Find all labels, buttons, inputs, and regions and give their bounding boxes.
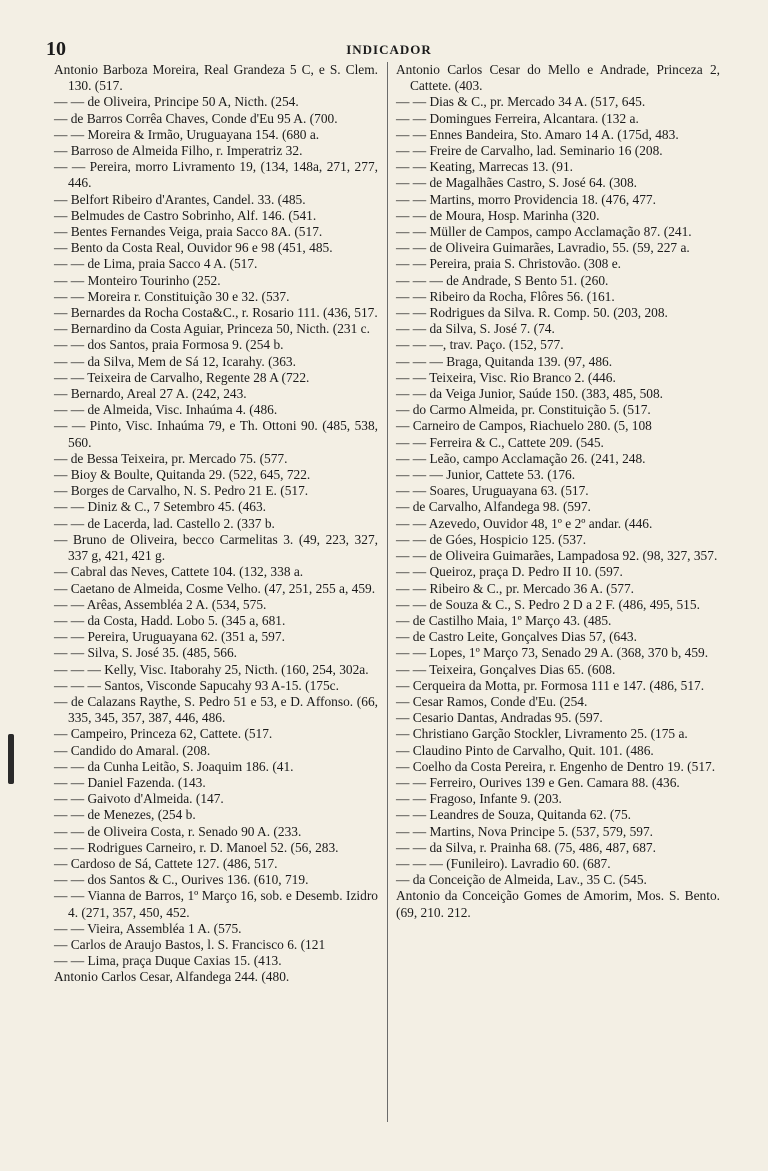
directory-entry-catchword: Antonio da Conceição Gomes de Amorim, Mos. S. Bento. (69, 210. 212.: [396, 888, 720, 920]
directory-entry: — — Fragoso, Infante 9. (203.: [396, 791, 562, 807]
directory-entry: — Belfort Ribeiro d'Arantes, Candel. 33. (485.: [54, 191, 306, 207]
directory-entry: — — Azevedo, Ouvidor 48, 1º e 2º andar. (446.: [396, 515, 653, 531]
directory-columns: [54, 62, 720, 1122]
directory-entry: — de Castro Leite, Gonçalves Dias 57, (643.: [396, 629, 637, 645]
directory-entry: — Cesar Ramos, Conde d'Eu. (254.: [396, 693, 588, 709]
directory-entry: — — Leão, campo Acclamação 26. (241, 248.: [396, 450, 646, 466]
directory-entry: — — da Costa, Hadd. Lobo 5. (345 a, 681.: [54, 612, 286, 628]
directory-entry: — Bento da Costa Real, Ouvidor 96 e 98 (451, 485.: [54, 240, 333, 256]
directory-entry: — — Martins, Nova Principe 5. (537, 579, 597.: [396, 823, 653, 839]
running-title: INDICADOR: [346, 42, 432, 57]
page-number: 10: [46, 38, 66, 60]
directory-entry: — — de Moura, Hosp. Marinha (320.: [396, 207, 600, 223]
directory-entry: — — Pinto, Visc. Inhaúma 79, e Th. Ottoni 90. (485, 538, 560.: [54, 418, 378, 450]
directory-entry: — — — Junior, Cattete 53. (176.: [396, 467, 576, 483]
directory-entry: — — — Santos, Visconde Sapucahy 93 A-15. (175c.: [54, 677, 339, 693]
directory-entry: — — Daniel Fazenda. (143.: [54, 774, 206, 790]
directory-entry: — — Teixeira de Carvalho, Regente 28 A (722.: [54, 369, 310, 385]
directory-entry: — — de Menezes, (254 b.: [54, 807, 196, 823]
directory-entry: — — de Lima, praia Sacco 4 A. (517.: [54, 256, 258, 272]
directory-entry: — — da Veiga Junior, Saúde 150. (383, 485, 508.: [396, 386, 664, 402]
directory-entry: — de Calazans Raythe, S. Pedro 51 e 53, e D. Affonso. (66, 335, 345, 357, 387, 446, 486.: [54, 693, 378, 726]
directory-entry: — — da Silva, r. Prainha 68. (75, 486, 487, 687.: [396, 839, 656, 855]
directory-entry: — — Pereira, praia S. Christovão. (308 e.: [396, 256, 621, 272]
directory-entry: — — Keating, Marrecas 13. (91.: [396, 159, 574, 175]
directory-entry: — — de Góes, Hospicio 125. (537.: [396, 531, 587, 547]
directory-entry: — Bernardino da Costa Aguiar, Princeza 50, Nicth. (231 c.: [54, 321, 370, 337]
directory-entry: — — Pereira, morro Livramento 19, (134, 148a, 271, 277, 446.: [54, 159, 378, 191]
directory-entry: — — Pereira, Uruguayana 62. (351 a, 597.: [54, 629, 285, 645]
directory-entry: — — Rodrigues da Silva. R. Comp. 50. (203, 208.: [396, 305, 668, 321]
directory-entry: — Bentes Fernandes Veiga, praia Sacco 8A. (517.: [54, 224, 323, 240]
directory-entry: — Cardoso de Sá, Cattete 127. (486, 517.: [54, 855, 278, 871]
directory-entry: — Cerqueira da Motta, pr. Formosa 111 e 147. (486, 517.: [396, 677, 705, 693]
directory-entry: — — Dias & C., pr. Mercado 34 A. (517, 645.: [396, 94, 646, 110]
directory-entry: — — Soares, Uruguayana 63. (517.: [396, 483, 589, 499]
directory-entry: — — de Almeida, Visc. Inhaúma 4. (486.: [54, 402, 278, 418]
page-header: [46, 38, 732, 60]
directory-entry: — Carlos de Araujo Bastos, l. S. Francisco 6. (121: [54, 936, 326, 952]
directory-entry: — Belmudes de Castro Sobrinho, Alf. 146. (541.: [54, 207, 317, 223]
directory-entry: — — dos Santos & C., Ourives 136. (610, 719.: [54, 872, 309, 888]
directory-entry: — Campeiro, Princeza 62, Cattete. (517.: [54, 726, 273, 742]
directory-entry: — — Ferreira & C., Cattete 209. (545.: [396, 434, 604, 450]
directory-entry: — — Monteiro Tourinho (252.: [54, 272, 221, 288]
directory-entry: — Bruno de Oliveira, becco Carmelitas 3. (49, 223, 327, 337 g, 421, 421 g.: [54, 531, 378, 564]
directory-entry: — Carneiro de Campos, Riachuelo 280. (5, 108: [396, 418, 652, 434]
directory-entry: — — Leandres de Souza, Quitanda 62. (75.: [396, 807, 632, 823]
directory-entry: — — Vianna de Barros, 1º Março 16, sob. e Desemb. Izidro 4. (271, 357, 450, 452.: [54, 888, 378, 920]
directory-entry: — — —, trav. Paço. (152, 577.: [396, 337, 564, 353]
directory-entry: — — Moreira & Irmão, Uruguayana 154. (680 a.: [54, 126, 320, 142]
directory-entry: — — — (Funileiro). Lavradio 60. (687.: [396, 855, 611, 871]
directory-entry: — — Gaivoto d'Almeida. (147.: [54, 791, 224, 807]
directory-entry: — Bernardes da Rocha Costa&C., r. Rosario 111. (436, 517.: [54, 305, 378, 321]
directory-entry: — Bernardo, Areal 27 A. (242, 243.: [54, 386, 247, 402]
column-divider: [387, 62, 388, 1122]
directory-entry: — — Freire de Carvalho, lad. Seminario 16 (208.: [396, 143, 663, 159]
directory-entry: — Cabral das Neves, Cattete 104. (132, 338 a.: [54, 564, 304, 580]
directory-entry-catchword: Antonio Carlos Cesar, Alfandega 244. (480.: [54, 969, 290, 985]
directory-entry: — de Barros Corrêa Chaves, Conde d'Eu 95 A. (700.: [54, 110, 338, 126]
directory-entry: — de Castilho Maia, 1º Março 43. (485.: [396, 612, 612, 628]
directory-entry: — — Silva, S. José 35. (485, 566.: [54, 645, 238, 661]
directory-entry: — — Ribeiro da Rocha, Flôres 56. (161.: [396, 288, 615, 304]
directory-entry: — — de Magalhães Castro, S. José 64. (308.: [396, 175, 637, 191]
directory-entry: — Borges de Carvalho, N. S. Pedro 21 E. (517.: [54, 483, 309, 499]
directory-entry: — Bioy & Boulte, Quitanda 29. (522, 645, 722.: [54, 467, 311, 483]
directory-entry: — — dos Santos, praia Formosa 9. (254 b.: [54, 337, 284, 353]
directory-entry: — — de Souza & C., S. Pedro 2 D a 2 F. (486, 495, 515.: [396, 596, 700, 612]
directory-entry: — — Ennes Bandeira, Sto. Amaro 14 A. (175d, 483.: [396, 126, 679, 142]
left-column: [54, 62, 378, 1122]
directory-entry: — — Lopes, 1º Março 73, Senado 29 A. (368, 370 b, 459.: [396, 645, 709, 661]
directory-entry: — Cesario Dantas, Andradas 95. (597.: [396, 710, 603, 726]
directory-entry: — — Müller de Campos, campo Acclamação 87. (241.: [396, 224, 692, 240]
directory-entry: — — da Silva, S. José 7. (74.: [396, 321, 555, 337]
directory-entry: — — — Braga, Quitanda 139. (97, 486.: [396, 353, 613, 369]
directory-entry: Antonio Carlos Cesar do Mello e Andrade, Princeza 2, Cattete. (403.: [396, 62, 720, 94]
directory-entry: — Coelho da Costa Pereira, r. Engenho de Dentro 19. (517.: [396, 758, 716, 774]
directory-entry: — — Queiroz, praça D. Pedro II 10. (597.: [396, 564, 623, 580]
directory-entry: — — Lima, praça Duque Caxias 15. (413.: [54, 953, 282, 969]
directory-entry: — — de Oliveira, Principe 50 A, Nicth. (254.: [54, 94, 299, 110]
directory-entry: — Caetano de Almeida, Cosme Velho. (47, 251, 255 a, 459.: [54, 580, 376, 596]
directory-entry: — Christiano Garção Stockler, Livramento 25. (175 a.: [396, 726, 688, 742]
directory-entry: — Claudino Pinto de Carvalho, Quit. 101. (486.: [396, 742, 654, 758]
directory-entry: — Candido do Amaral. (208.: [54, 742, 211, 758]
directory-entry: — do Carmo Almeida, pr. Constituição 5. (517.: [396, 402, 651, 418]
directory-entry: — — Martins, morro Providencia 18. (476, 477.: [396, 191, 656, 207]
directory-entry: — — Teixeira, Gonçalves Dias 65. (608.: [396, 661, 616, 677]
directory-entry: — — Diniz & C., 7 Setembro 45. (463.: [54, 499, 267, 515]
directory-entry: — Barroso de Almeida Filho, r. Imperatriz 32.: [54, 143, 303, 159]
ink-blot-mark: [8, 734, 14, 784]
directory-entry: — — de Oliveira Guimarães, Lampadosa 92. (98, 327, 357.: [396, 548, 718, 564]
directory-entry: Antonio Barboza Moreira, Real Grandeza 5 C, e S. Clem. 130. (517.: [54, 62, 378, 94]
directory-entry: — — Ferreiro, Ourives 139 e Gen. Camara 88. (436.: [396, 774, 680, 790]
directory-entry: — — Vieira, Assembléa 1 A. (575.: [54, 920, 242, 936]
directory-entry: — — Arêas, Assembléa 2 A. (534, 575.: [54, 596, 267, 612]
directory-entry: — da Conceição de Almeida, Lav., 35 C. (545.: [396, 872, 647, 888]
directory-entry: — — da Cunha Leitão, S. Joaquim 186. (41.: [54, 758, 294, 774]
directory-entry: — — de Oliveira Costa, r. Senado 90 A. (233.: [54, 823, 302, 839]
directory-entry: — — Ribeiro & C., pr. Mercado 36 A. (577.: [396, 580, 635, 596]
directory-entry: — — Moreira r. Constituição 30 e 32. (537.: [54, 288, 290, 304]
directory-entry: — — de Oliveira Guimarães, Lavradio, 55. (59, 227 a.: [396, 240, 690, 256]
directory-entry: — — Domingues Ferreira, Alcantara. (132 a.: [396, 110, 639, 126]
directory-entry: — de Bessa Teixeira, pr. Mercado 75. (577.: [54, 450, 288, 466]
directory-entry: — — da Silva, Mem de Sá 12, Icarahy. (363.: [54, 353, 296, 369]
directory-entry: — — Rodrigues Carneiro, r. D. Manoel 52. (56, 283.: [54, 839, 339, 855]
right-column: [396, 62, 720, 1122]
directory-entry: — — — Kelly, Visc. Itaborahy 25, Nicth. (160, 254, 302a.: [54, 661, 369, 677]
directory-entry: — — Teixeira, Visc. Rio Branco 2. (446.: [396, 369, 616, 385]
directory-entry: — — — de Andrade, S Bento 51. (260.: [396, 272, 609, 288]
directory-entry: — — de Lacerda, lad. Castello 2. (337 b.: [54, 515, 275, 531]
directory-entry: — de Carvalho, Alfandega 98. (597.: [396, 499, 591, 515]
